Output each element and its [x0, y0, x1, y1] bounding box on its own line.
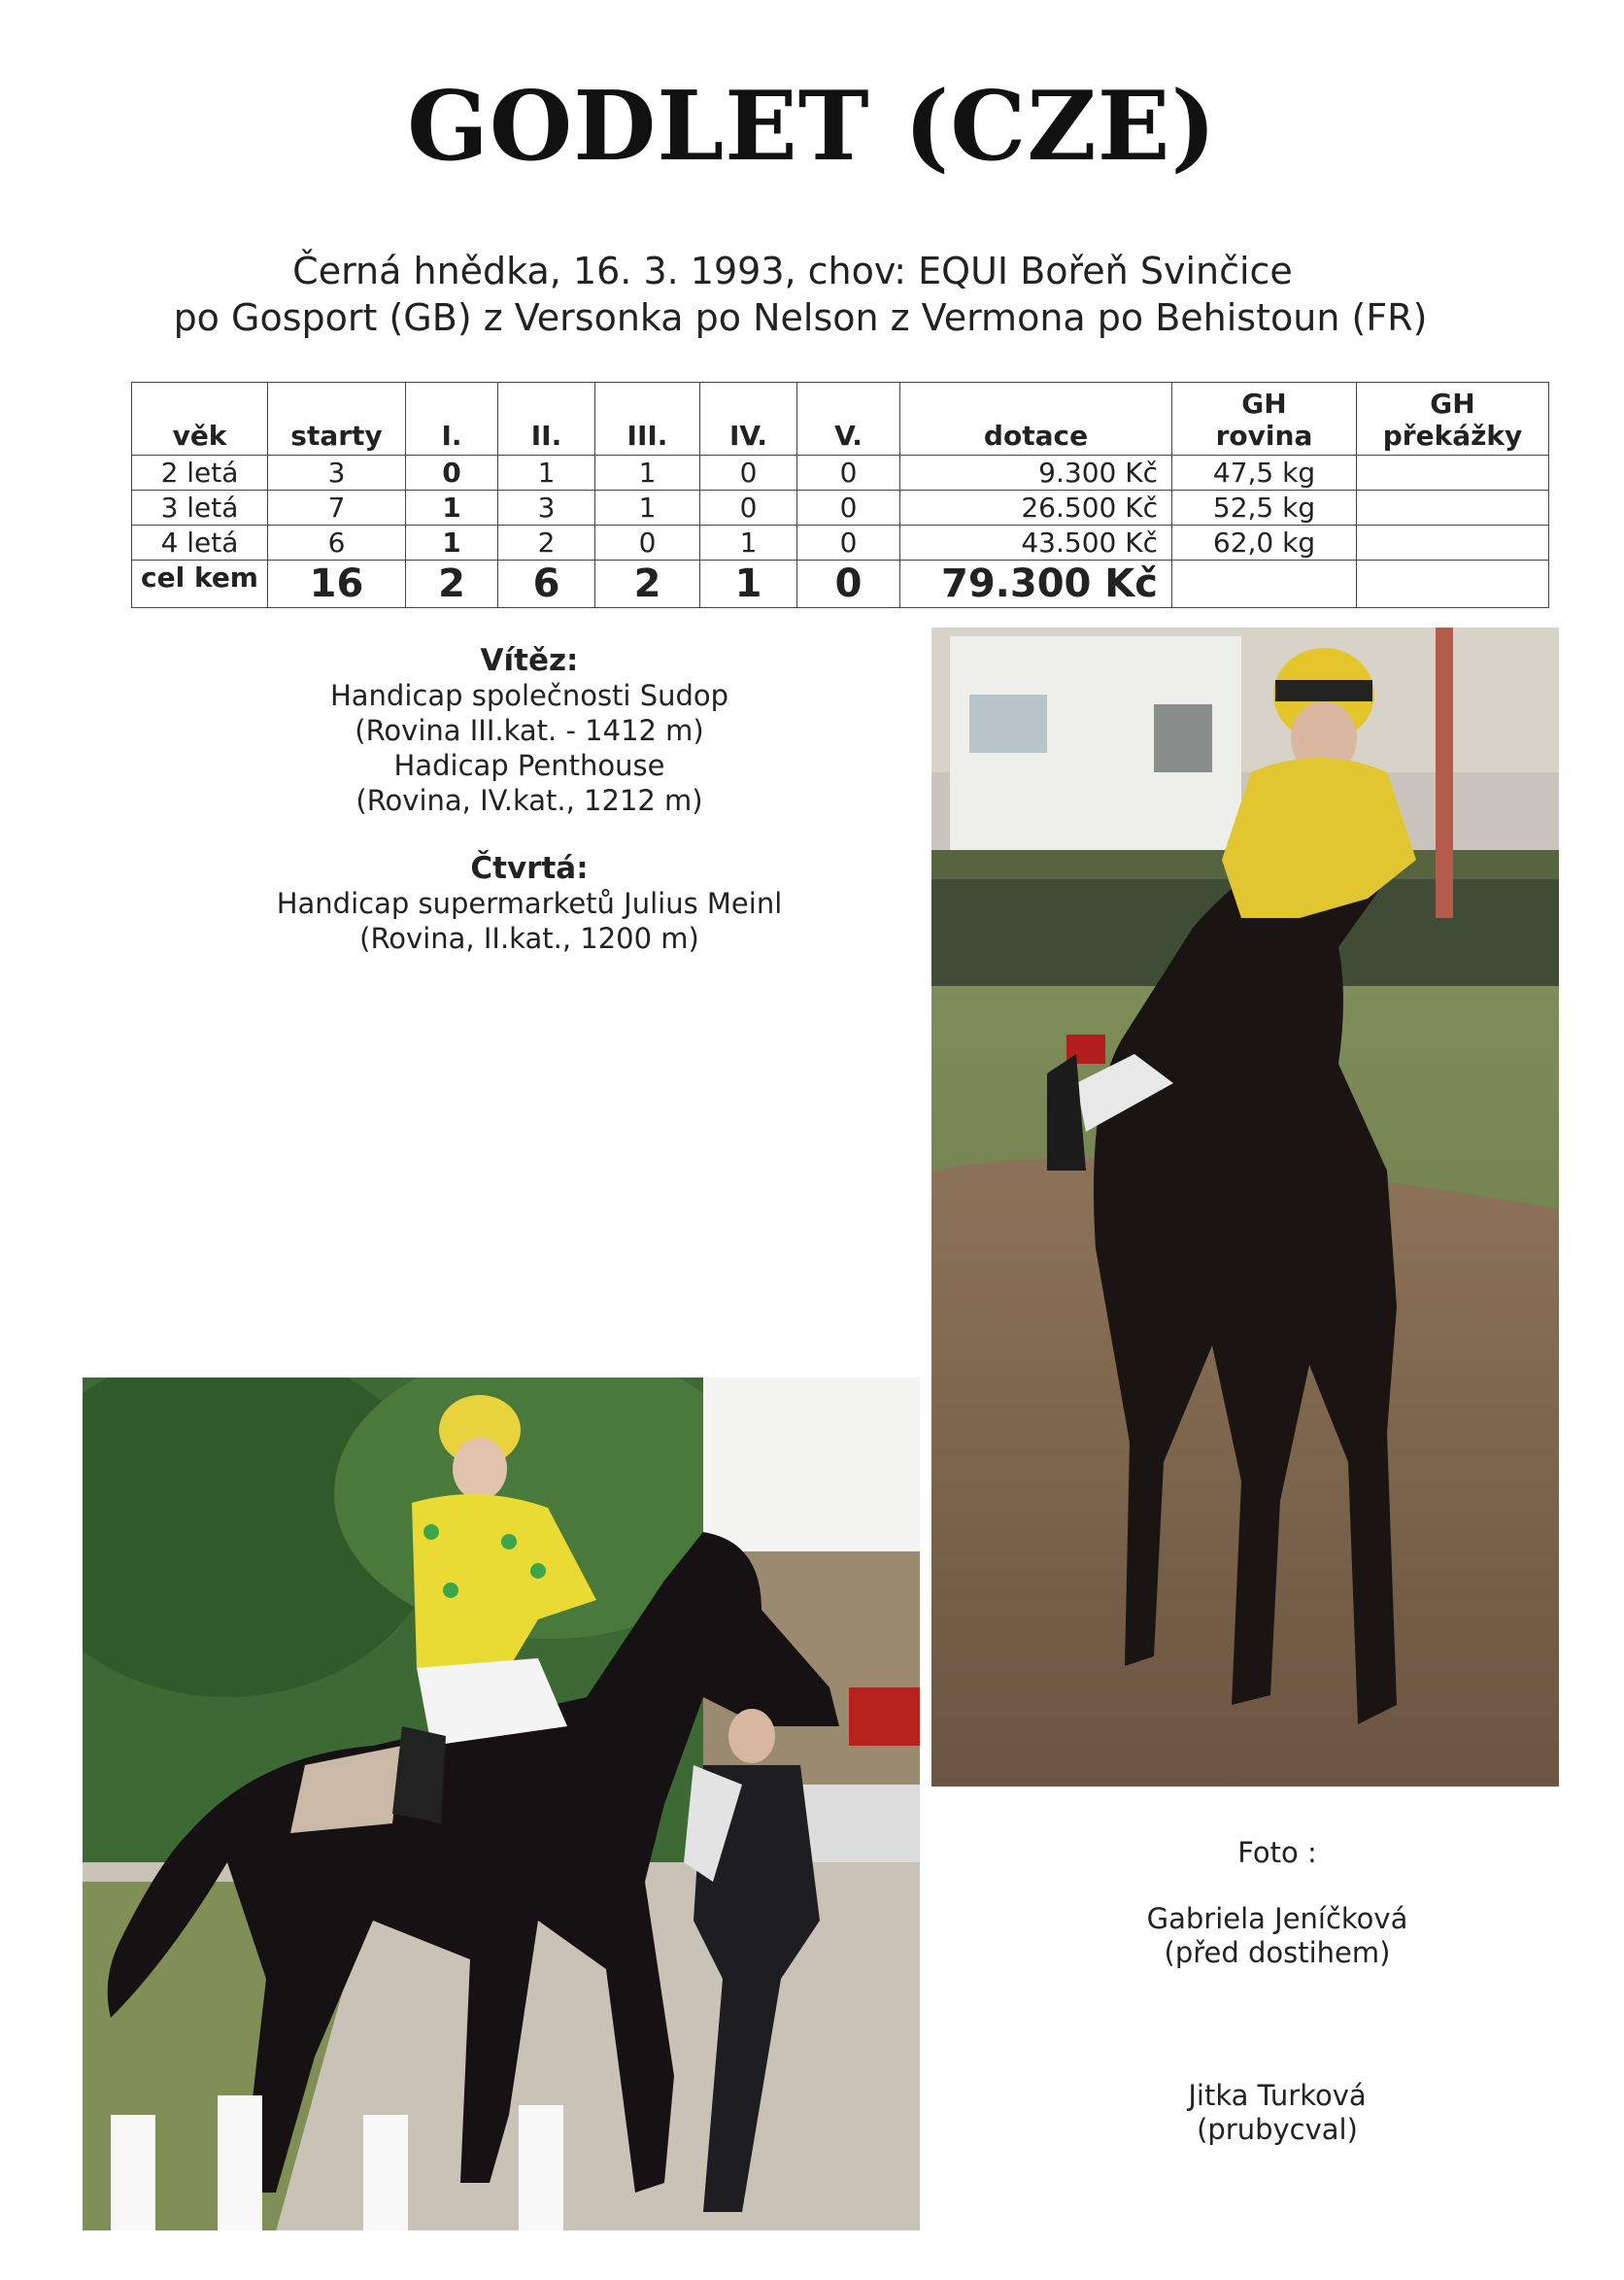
cell-gh-flat: 47,5 kg	[1172, 456, 1357, 491]
winner-heading: Vítěz:	[480, 643, 579, 678]
cell-starts: 3	[268, 456, 406, 491]
racing-photo	[930, 627, 1560, 1787]
race-results	[223, 643, 835, 956]
cell-fourth: 0	[700, 491, 797, 526]
total-second: 6	[498, 561, 595, 608]
cell-fourth: 1	[700, 526, 797, 561]
cell-age: 2 letá	[132, 456, 268, 491]
photo-credit-label: Foto :	[1237, 1836, 1317, 1869]
cell-fifth: 0	[797, 491, 900, 526]
horse-pedigree: po Gosport (GB) z Versonka po Nelson z Vermona po Behistoun (FR)	[173, 296, 1428, 339]
photographer-name: Gabriela Jeníčková	[1146, 1902, 1408, 1935]
header-age: věk	[132, 383, 268, 456]
header-fifth: V.	[797, 383, 900, 456]
total-fourth: 1	[700, 561, 797, 608]
header-starts: starty	[268, 383, 406, 456]
cell-third: 1	[595, 491, 700, 526]
cell-first: 0	[406, 456, 498, 491]
table-row	[132, 456, 1549, 491]
cell-third: 0	[595, 526, 700, 561]
page-title: GODLET (CZE)	[407, 71, 1217, 183]
table-header-row	[132, 383, 1549, 456]
winner-race-line: (Rovina III.kat. - 1412 m)	[355, 714, 704, 747]
cell-fifth: 0	[797, 526, 900, 561]
cell-starts: 6	[268, 526, 406, 561]
cell-second: 3	[498, 491, 595, 526]
table-total-row	[132, 561, 1549, 608]
photographer-name: Jitka Turková	[1188, 2079, 1367, 2112]
table-row	[132, 491, 1549, 526]
race-record-table	[131, 382, 1549, 608]
winner-race-line: Hadicap Penthouse	[393, 749, 665, 782]
cell-gh-hurdles	[1357, 456, 1549, 491]
paddock-photo	[82, 1377, 921, 2231]
cell-third: 1	[595, 456, 700, 491]
total-gh-flat	[1172, 561, 1357, 608]
table-row	[132, 526, 1549, 561]
cell-earnings: 43.500 Kč	[900, 526, 1172, 561]
header-third: III.	[595, 383, 700, 456]
cell-gh-hurdles	[1357, 526, 1549, 561]
photographer-note: (prubycval)	[1197, 2113, 1358, 2146]
horse-description: Černá hnědka, 16. 3. 1993, chov: EQUI Bořeň Svinčice	[292, 250, 1293, 292]
cell-first: 1	[406, 526, 498, 561]
cell-gh-flat: 62,0 kg	[1172, 526, 1357, 561]
winner-race-line: Handicap společnosti Sudop	[329, 679, 729, 712]
winner-race-line: (Rovina, IV.kat., 1212 m)	[355, 784, 703, 817]
header-first: I.	[406, 383, 498, 456]
cell-gh-flat: 52,5 kg	[1172, 491, 1357, 526]
header-gh-flat: GH rovina	[1172, 383, 1357, 456]
cell-first: 1	[406, 491, 498, 526]
fourth-race-line: Handicap supermarketů Julius Meinl	[276, 887, 783, 920]
header-earnings: dotace	[900, 383, 1172, 456]
cell-fifth: 0	[797, 456, 900, 491]
fourth-heading: Čtvrtá:	[470, 851, 589, 886]
cell-earnings: 9.300 Kč	[900, 456, 1172, 491]
header-second: II.	[498, 383, 595, 456]
header-fourth: IV.	[700, 383, 797, 456]
photographer-note: (před dostihem)	[1164, 1936, 1391, 1969]
fourth-race-line: (Rovina, II.kat., 1200 m)	[359, 922, 699, 955]
cell-age: 3 letá	[132, 491, 268, 526]
cell-fourth: 0	[700, 456, 797, 491]
cell-earnings: 26.500 Kč	[900, 491, 1172, 526]
cell-second: 2	[498, 526, 595, 561]
cell-gh-hurdles	[1357, 491, 1549, 526]
total-gh-hurdles	[1357, 561, 1549, 608]
cell-second: 1	[498, 456, 595, 491]
total-starts: 16	[268, 561, 406, 608]
cell-age: 4 letá	[132, 526, 268, 561]
header-gh-hurdles: GH překážky	[1357, 383, 1549, 456]
cell-starts: 7	[268, 491, 406, 526]
total-third: 2	[595, 561, 700, 608]
total-fifth: 0	[797, 561, 900, 608]
total-earnings: 79.300 Kč	[900, 561, 1172, 608]
total-label: cel kem	[132, 561, 268, 608]
total-first: 2	[406, 561, 498, 608]
